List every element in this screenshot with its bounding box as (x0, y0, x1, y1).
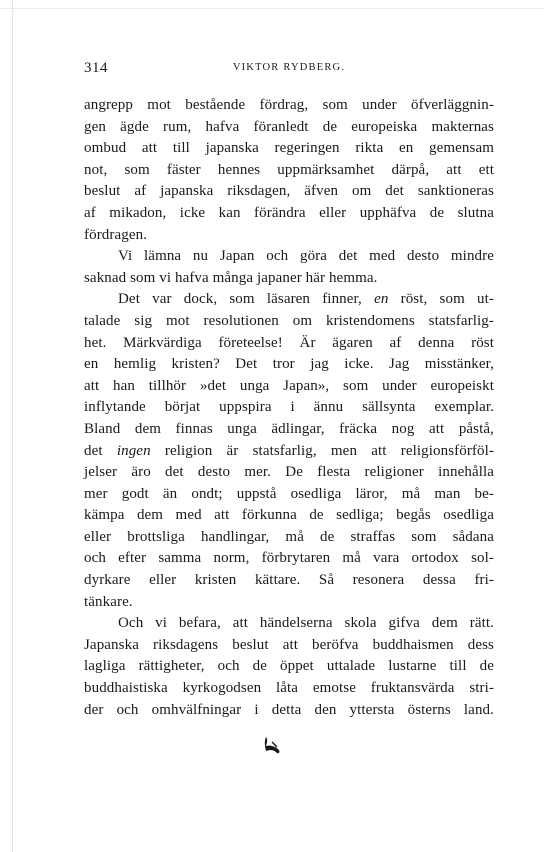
text-line: der och omhvälfningar i detta den yttersta österns land. (84, 701, 494, 718)
text-line: beslut af japanska riksdagen, äfven om det sanktioneras (84, 183, 494, 200)
text-line: att han tillhör »det unga Japan», som under europeiskt (84, 377, 494, 394)
text-line: Bland dem finnas unga ädlingar, fräcka nog att påstå, (84, 420, 494, 437)
emphasis: en (374, 291, 389, 308)
running-head: VIKTOR RYDBERG. (232, 62, 346, 73)
text-line: kämpa dem med att förkunna de sedliga; begås osedliga (84, 507, 494, 524)
page-left-edge (12, 0, 13, 852)
text-line: buddhaistiska kyrkogodsen låta emotse fruktansvärda stri- (84, 680, 494, 697)
text-line: Det var dock, som läsaren finner, en röst, som ut- (118, 291, 494, 308)
text-line: Och vi befara, att händelserna skola gifva dem rätt. (118, 615, 494, 632)
text-line: eller brottsliga handlingar, må de straffas som sådana (84, 528, 494, 545)
text-line: tänkare. (84, 593, 133, 610)
text-line: Vi lämna nu Japan och göra det med desto mindre (118, 248, 494, 265)
text-line: inflytande börjat uppspira i ännu sällsynta exemplar. (84, 399, 494, 416)
text-line: mer godt än ondt; uppstå osedliga läror, må man be- (84, 485, 494, 502)
text-line: lagliga rättigheter, och de öppet uttalade lustarne till de (84, 658, 494, 675)
text-line: gen ägde rum, hafva föranledt de europeiska makternas (84, 118, 494, 135)
text-line: not, som fäster hennes uppmärksamhet därpå, att ett (84, 161, 494, 178)
emphasis: ingen (116, 442, 151, 459)
page-number: 314 (84, 60, 108, 76)
text-line: fördragen. (84, 226, 148, 243)
text-line: het. Märkvärdiga företeelse! Är ägaren af denna röst (84, 334, 494, 351)
text-line: och efter samma norm, förbrytaren må vara ortodox sol- (84, 550, 494, 567)
page-header (84, 60, 494, 80)
text-line: Japanska riksdagens beslut att beröfva buddhaismen dess (84, 636, 494, 653)
text-line: det ingen religion är statsfarlig, men att religionsförföl- (84, 442, 494, 459)
text-line: en hemlig kristen? Det tror jag icke. Jag misstänker, (84, 356, 494, 373)
text-line: saknad som vi hafva många japaner här hemma. (84, 269, 378, 286)
text-line: jelser äro det desto mer. De flesta religioner innehålla (84, 464, 494, 481)
body-text (84, 95, 494, 721)
text-line: talade sig mot resolutionen om kristendomens statsfarlig- (84, 312, 494, 329)
tailpiece-ornament-icon (263, 735, 283, 757)
text-line: ombud att till japanska regeringen rikta en gemensam (84, 140, 494, 157)
text-line: af mikadon, icke kan förändra eller upphäfva de slutna (84, 204, 494, 221)
text-line: angrepp mot bestående fördrag, som under öfverläggnin- (84, 97, 494, 113)
page-top-edge (0, 8, 544, 9)
text-line: dyrkare eller kristen kättare. Så resonera dessa fri- (84, 572, 494, 589)
